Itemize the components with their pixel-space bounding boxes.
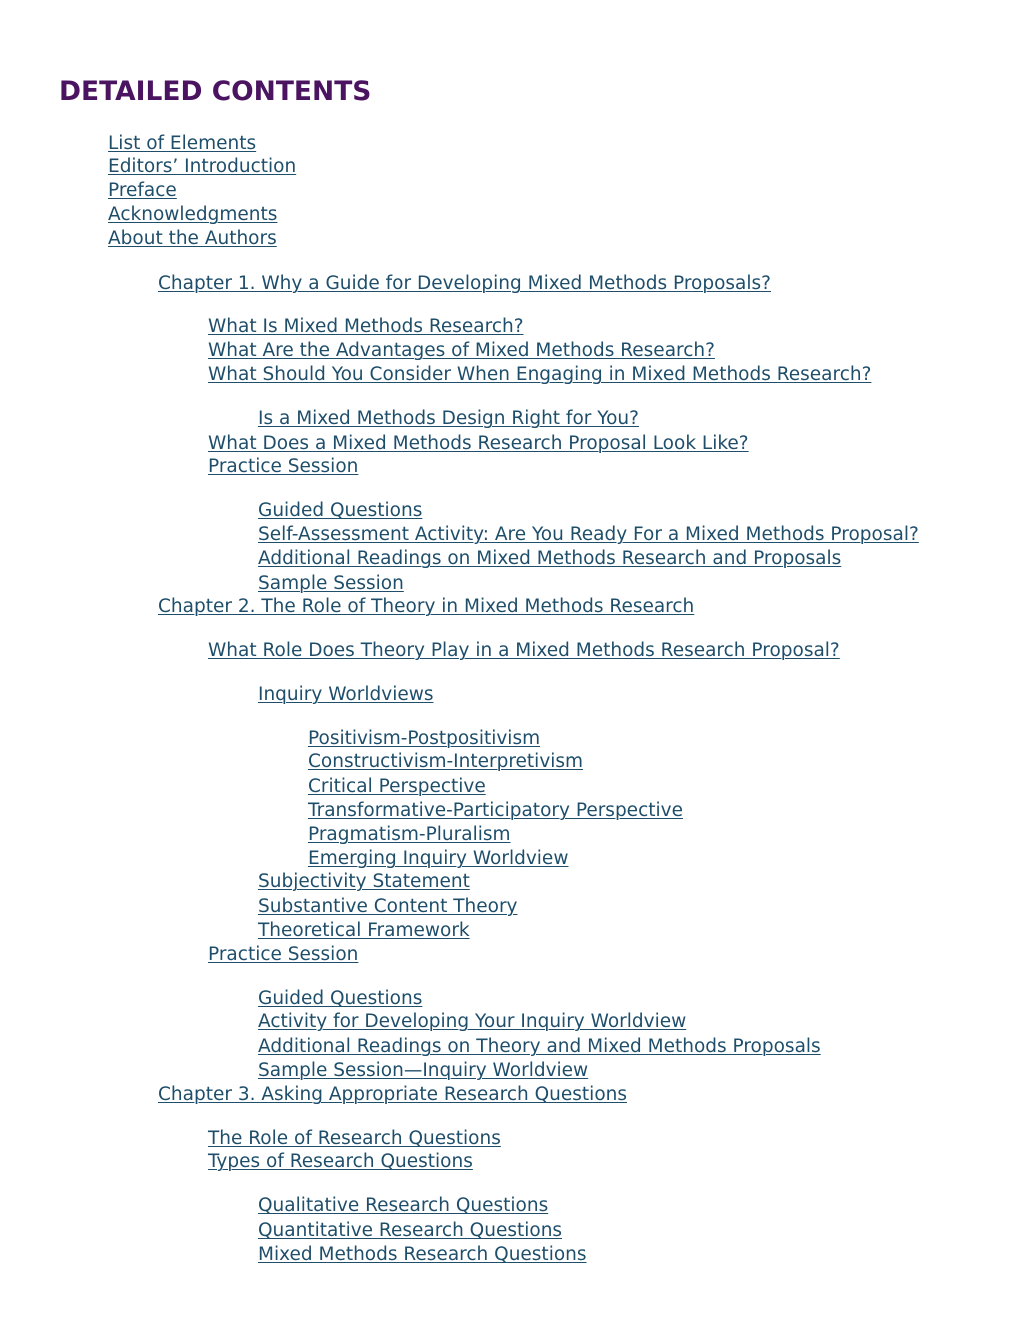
toc-link-level-3[interactable]: Substantive Content Theory xyxy=(258,896,518,917)
toc-link-level-1[interactable]: Chapter 1. Why a Guide for Developing Mixed Methods Proposals? xyxy=(158,273,771,294)
toc-link-level-3[interactable]: Theoretical Framework xyxy=(258,920,470,941)
toc-link-level-3[interactable]: Mixed Methods Research Questions xyxy=(258,1244,587,1265)
toc-link-level-0[interactable]: Editors’ Introduction xyxy=(108,156,297,177)
toc-link-level-3[interactable]: Self-Assessment Activity: Are You Ready For a Mixed Methods Proposal? xyxy=(258,524,919,545)
toc-link-level-3[interactable]: Additional Readings on Mixed Methods Research and Proposals xyxy=(258,548,842,569)
toc-link-level-3[interactable]: Subjectivity Statement xyxy=(258,871,470,892)
toc-link-level-3[interactable]: Sample Session—Inquiry Worldview xyxy=(258,1060,589,1081)
toc-link-level-2[interactable]: Practice Session xyxy=(208,456,359,477)
toc-link-level-3[interactable]: Guided Questions xyxy=(258,500,423,521)
toc-link-level-1[interactable]: Chapter 3. Asking Appropriate Research Questions xyxy=(158,1084,627,1105)
toc-link-level-2[interactable]: Types of Research Questions xyxy=(208,1151,473,1172)
toc-link-level-2[interactable]: What Role Does Theory Play in a Mixed Methods Research Proposal? xyxy=(208,640,840,661)
toc-link-level-4[interactable]: Emerging Inquiry Worldview xyxy=(308,848,569,869)
toc-link-level-3[interactable]: Qualitative Research Questions xyxy=(258,1195,549,1216)
toc-link-level-4[interactable]: Positivism-Postpositivism xyxy=(308,728,541,749)
toc-link-level-2[interactable]: The Role of Research Questions xyxy=(208,1128,501,1149)
toc-link-level-2[interactable]: Practice Session xyxy=(208,944,359,965)
toc-link-level-0[interactable]: About the Authors xyxy=(108,228,277,249)
toc-link-level-4[interactable]: Critical Perspective xyxy=(308,776,486,797)
toc-link-level-3[interactable]: Guided Questions xyxy=(258,988,423,1009)
toc-link-level-3[interactable]: Is a Mixed Methods Design Right for You? xyxy=(258,408,639,429)
toc-link-level-0[interactable]: List of Elements xyxy=(108,133,257,154)
toc-link-level-3[interactable]: Quantitative Research Questions xyxy=(258,1220,563,1241)
toc-link-level-0[interactable]: Acknowledgments xyxy=(108,204,278,225)
toc-link-level-1[interactable]: Chapter 2. The Role of Theory in Mixed Methods Research xyxy=(158,596,695,617)
toc-link-level-3[interactable]: Inquiry Worldviews xyxy=(258,684,434,705)
page-title: DETAILED CONTENTS xyxy=(59,76,372,107)
toc-link-level-4[interactable]: Constructivism-Interpretivism xyxy=(308,751,584,772)
toc-link-level-2[interactable]: What Should You Consider When Engaging in Mixed Methods Research? xyxy=(208,364,872,385)
toc-link-level-4[interactable]: Pragmatism-Pluralism xyxy=(308,824,511,845)
toc-link-level-3[interactable]: Activity for Developing Your Inquiry Worldview xyxy=(258,1011,687,1032)
toc-link-level-2[interactable]: What Are the Advantages of Mixed Methods Research? xyxy=(208,340,715,361)
toc-link-level-3[interactable]: Additional Readings on Theory and Mixed Methods Proposals xyxy=(258,1036,821,1057)
toc-link-level-4[interactable]: Transformative-Participatory Perspective xyxy=(308,800,683,821)
toc-link-level-2[interactable]: What Does a Mixed Methods Research Proposal Look Like? xyxy=(208,433,749,454)
toc-link-level-2[interactable]: What Is Mixed Methods Research? xyxy=(208,316,524,337)
toc-link-level-0[interactable]: Preface xyxy=(108,180,177,201)
toc-link-level-3[interactable]: Sample Session xyxy=(258,573,404,594)
